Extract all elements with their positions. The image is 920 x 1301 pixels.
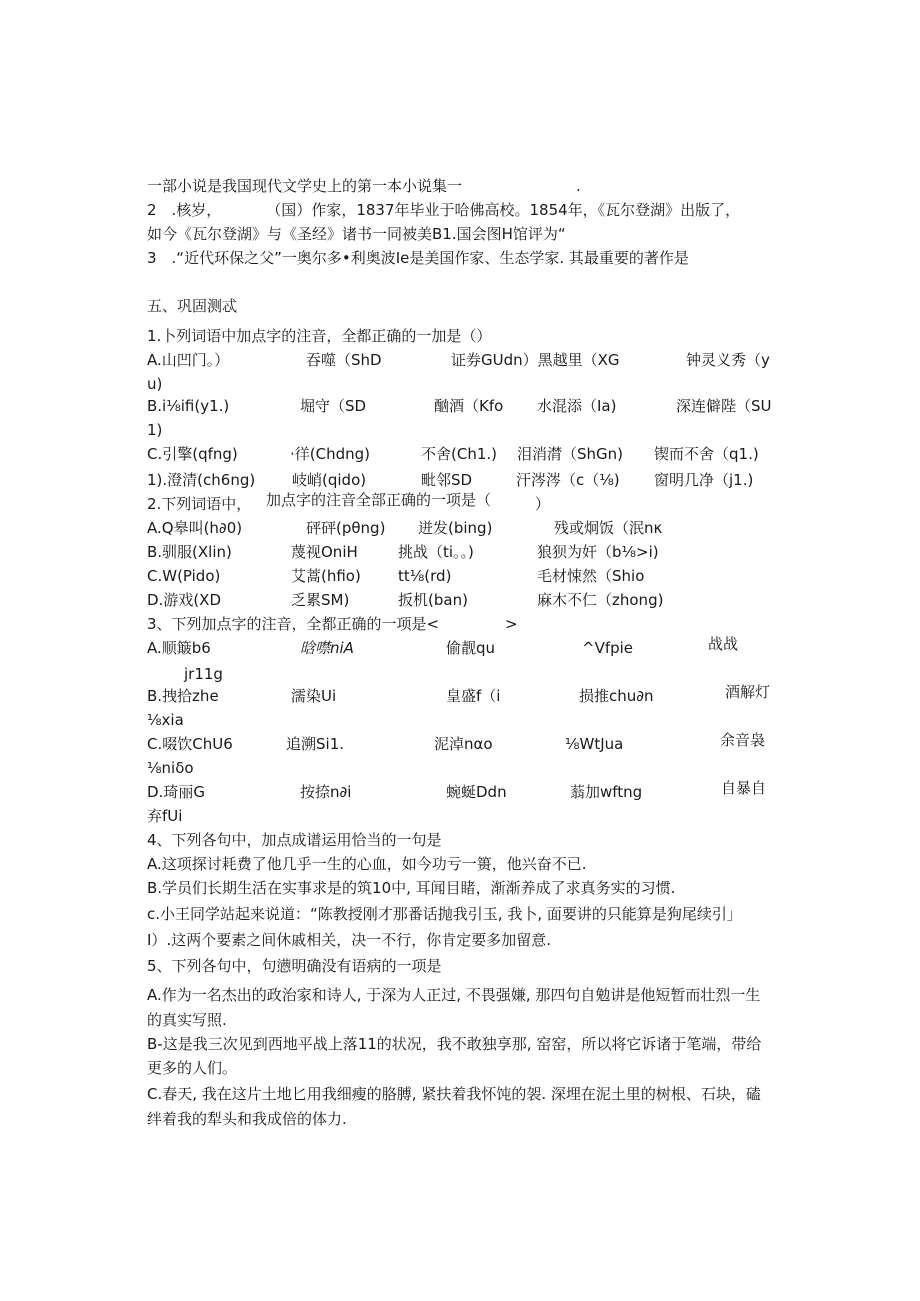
q1-b-5: 深连僻陛（SU [676,397,772,415]
q1-a-4: 钟灵义秀（y [686,351,770,369]
q1-d-1: 1).澄清(ch6ng) [147,471,256,489]
q3-b-1: B.拽拾zhe [147,687,219,705]
q2-c-3: tt⅛(rd) [398,567,452,585]
q1-c-4: 泪消潸（ShGn) [517,445,624,463]
q1-b-wrap: 1) [147,421,163,439]
q1-d-4: 汗涔涔（c（⅛) [516,471,620,489]
q2-d-4: 麻木不仁（zhong) [537,591,664,609]
q1-c-3: 不舍(Ch1.) [421,445,497,463]
q2-d-3: 扳机(ban) [398,591,468,609]
q5-stem: 5、下列各句中，句懑明确没有语病的一项是 [147,957,442,975]
q2-a-1: A.Q皋叫(h∂0) [147,519,243,537]
q3-c-wrap: ⅛niδo [147,759,194,777]
intro-line-1: 一部小说是我国现代文学史上的第一本小说集一 [147,177,463,195]
q2-d-1: D.游戏(XD [147,591,221,609]
q4-stem: 4、下列各句中，加点成谱运用恰当的一句是 [147,831,442,849]
q2-d-2: 乏累SM) [291,591,350,609]
q5-option-a-line1: A.作为一名杰出的政治家和诗人, 于深为人正过, 不畏强嫌, 那四句自勉讲是他短暂而壮烈一生 [147,986,761,1004]
q3-stem: 3、下列加点字的注音，全都正确的一项是< [147,615,440,633]
q2-c-4: 毛材悚然（Shio [537,567,645,585]
q2-stem-b: 加点字的注音全部正确的一项是（ [266,491,492,509]
q3-d-2: 按捺n∂i [300,783,352,801]
q2-a-3: 迸发(bing) [418,519,493,537]
q1-a-3: 证券GUdn）黑越里（XG [451,351,620,369]
q2-b-4: 狼狈为奸（b⅛>i) [537,543,659,561]
q3-d-5: 自暴自 [721,779,767,797]
q1-b-4: 水混添（Ia) [537,397,617,415]
q3-d-3: 蜿蜒Ddn [446,783,507,801]
q1-stem: 1.卜列词语中加点字的注音，全都正确的一加是（） [147,327,492,345]
q3-b-2: 濡染Ui [291,687,337,705]
q3-a-4: ^Vfpie [582,639,634,657]
q3-c-1: C.啜饮ChU6 [147,735,233,753]
q2-b-3: 挑战（ti。。) [398,543,474,561]
q3-d-wrap: 弃fUi [147,807,183,825]
intro-line-2: 2 .核岁， （国）作家，1837年毕业于哈佛高校。1854年，《瓦尔登湖》出版了， [147,201,741,219]
q5-option-b-line1: B-这是我三次见到西地平战上落11的状况，我不敢独享那, 窑窑，所以将它诉诸于笔端，带给 [147,1035,762,1053]
q3-b-wrap: ⅛xia [147,711,184,729]
q3-a-wrap: jr11g [184,665,223,683]
section-title: 五、巩固测忒 [147,297,238,315]
q2-b-1: B.驯服(Xlin) [147,543,232,561]
q4-option-a: A.这项探讨耗费了他几乎一生的心血，如今功亏一篑，他兴奋不已. [147,855,587,873]
q2-a-4: 残或炯饭（泯nκ [554,519,663,537]
q1-b-1: B.i⅛ifi(y1.) [147,397,230,415]
q3-b-3: 皇盛f（i [446,687,501,705]
q1-b-2: 堀守（SD [300,397,367,415]
q5-option-c-line1: C.春天, 我在这片土地匕用我细瘦的胳膊, 紧扶着我怀饨的袈. 深埋在泥土里的树根、石块，磕 [147,1085,761,1103]
q3-c-3: 泥淖nαo [434,735,493,753]
intro-line-4: 3 .“近代环保之父”一奥尔多•利奥波Ie是美国作家、生态学家. 其最重要的著作是 [147,249,689,267]
q1-a-wrap: u) [147,375,163,393]
q1-c-1: C.引擎(qfng) [147,445,238,463]
q1-a-2: 吞噬（ShD [306,351,382,369]
q1-c-5: 锲而不舍（q1.) [654,445,759,463]
q1-b-3: 酗酒（Kfo [434,397,504,415]
q3-c-2: 追溯Si1. [286,735,345,753]
q3-b-4: 损推chu∂n [579,687,654,705]
q4-option-b: B.学员们长期生活在实事求是的筑10中, 耳闻目睹，渐渐养成了求真务实的习惯. [147,879,676,897]
q4-option-c-line2: I）.这两个要素之间休戚相关，决一不行，你肯定要多加留意. [147,931,551,949]
q3-d-1: D.琦丽G [147,783,205,801]
q3-b-5: 酒解灯 [725,683,771,701]
q2-b-2: 蔑视OniH [291,543,358,561]
q1-d-5: 窗明几净（j1.) [654,471,754,489]
q2-a-2: 砰砰(pθng) [306,519,386,537]
q3-stem-end: > [505,615,518,633]
q2-c-2: 艾蒿(hfio) [291,567,361,585]
q5-option-b-line2: 更多的人们。 [147,1059,238,1077]
q5-option-c-line2: 绊着我的犁头和我成倍的体力. [147,1110,347,1128]
q2-stem-a: 2.下列词语中， [147,495,252,513]
q3-d-4: 蓊加wftng [570,783,643,801]
intro-line-1-end: . [576,177,581,195]
q3-a-2: 晗噤niA [300,639,354,657]
q3-c-5: 余音袅 [720,731,766,749]
q2-stem-c: ） [535,495,551,513]
intro-line-3: 如今《瓦尔登湖》与《圣经》诸书一同被美B1.国会图H馆评为“ [147,225,566,243]
q5-option-a-line2: 的真实写照. [147,1011,227,1029]
q3-a-5: 战战 [708,635,739,653]
q2-c-1: C.W(Pido) [147,567,221,585]
q4-option-c-line1: c.小王同学站起来说道：“陈教授刚才那番话抛我引玉, 我卜, 面要讲的只能算是狗尾续引」 [147,905,742,923]
q1-d-2: 岐峭(qido) [292,471,367,489]
q1-c-2: ·徉(Chdng) [290,445,371,463]
q3-a-3: 偷靓qu [446,639,496,657]
q3-c-4: ⅛WtJua [565,735,624,753]
q1-d-3: 毗邻SD [421,471,473,489]
q3-a-1: A.顺簸b6 [147,639,211,657]
q1-a-1: A.山凹门。） [147,351,230,369]
